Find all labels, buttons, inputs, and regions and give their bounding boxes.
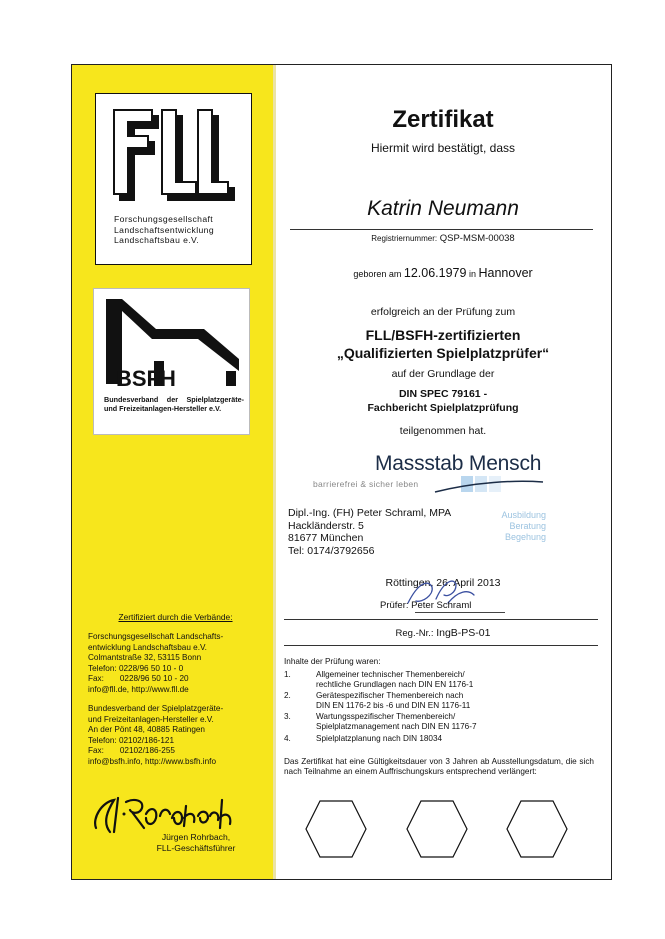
list-item: [284, 734, 477, 744]
provider-tagline: barrierefrei & sicher leben: [313, 479, 419, 489]
contents-heading: Inhalte der Prüfung waren:: [284, 657, 381, 666]
birth-line: [276, 266, 610, 280]
validity-text: Das Zertifikat hat eine Gültigkeitsdauer von 3 Jahren ab Ausstellungsdatum, die sich nach Teilnahme an einem Auffrischungskurs entsprechend verlängert:: [284, 757, 594, 777]
renewal-stamp-slot-3: [505, 797, 569, 861]
provider-address: Dipl.-Ing. (FH) Peter Schraml, MPA Hackländerstr. 5 81677 München Tel: 0174/3792656: [288, 507, 452, 557]
examiner-line: [380, 600, 471, 611]
birth-date: 12.06.1979: [403, 266, 467, 280]
list-item-number: 4.: [284, 733, 291, 743]
bsfh-contact-block: Bundesverband der Spielplatzgeräte- und Freizeitanlagen-Hersteller e.V. An der Pönt 48, 40885 Ratingen Telefon: 02102/186-121 Fax: 02102/186-255 info@bsfh.info, http://www.bsfh.info: [88, 704, 224, 766]
logo-swoosh: [365, 474, 545, 504]
bsfh-logo: [93, 288, 250, 435]
birth-place: Hannover: [478, 266, 533, 280]
list-item-text: Gerätespezifischer Themenbereich nach DIN EN 1176-2 bis -6 und DIN EN 1176-11: [316, 691, 471, 710]
basis-line: auf der Grundlage der: [391, 368, 495, 380]
bsfh-logo-text: BSFH: [116, 366, 176, 391]
bsfh-logo-graphic: [94, 289, 249, 394]
exam-intro: erfolgreich an der Prüfung zum: [370, 306, 516, 318]
registration-number: QSP-MSM-00038: [439, 233, 515, 244]
list-item-number: 1.: [284, 670, 291, 679]
certificate-subtitle: Hiermit wird bestätigt, dass: [370, 141, 516, 155]
fll-logo-letters: [110, 108, 236, 208]
signatory-name: Jürgen Rohrbach,: [161, 832, 231, 842]
signatory-role: FLL-Geschäftsführer: [156, 842, 236, 853]
fll-logo: [95, 93, 252, 265]
renewal-stamp-slot-1: [304, 797, 368, 861]
list-item-text: Spielplatzplanung nach DIN 18034: [316, 733, 443, 743]
list-item-text: Allgemeiner technischer Themenbereich/ rechtliche Grundlagen nach DIN EN 1176-1: [316, 670, 474, 689]
born-in-label: in: [468, 269, 476, 279]
service-1: Ausbildung: [501, 510, 546, 520]
born-label: geboren am: [353, 269, 402, 279]
list-item: [284, 691, 477, 710]
standard-line-2: Fachbericht Spielplatzprüfung: [367, 402, 519, 414]
service-3: Begehung: [504, 532, 546, 542]
participated-line: teilgenommen hat.: [399, 425, 487, 437]
certificate-title: Zertifikat: [392, 106, 494, 133]
fll-contact-block: Forschungsgesellschaft Landschafts- entwicklung Landschaftsbau e.V. Colmantstraße 32, 53115 Bonn Telefon: 0228/96 50 10 - 0 Fax: 0228/96 50 10 - 20 info@fll.de, http://www.fll.de: [88, 632, 224, 694]
bsfh-description: Bundesverband der Spielplatzgeräte- und Freizeitanlagen-Hersteller e.V.: [104, 395, 244, 413]
place-date: Röttingen, 26. April 2013: [385, 577, 501, 589]
list-item-number: 3.: [284, 712, 291, 722]
list-item: [284, 670, 477, 689]
examiner-label: Prüfer:: [380, 600, 409, 611]
examiner-name: Peter Schraml: [411, 600, 472, 611]
registration-line: [276, 233, 610, 244]
ref-label: Reg.-Nr.:: [395, 628, 434, 639]
list-item-text: Wartungsspezifischer Themenbereich/ Spielplatzmanagement nach DIN EN 1176-7: [316, 712, 477, 731]
ref-number: IngB-PS-01: [436, 627, 491, 639]
registration-label: Registriernummer:: [371, 234, 438, 243]
rohrbach-signature: [88, 788, 268, 838]
provider-brand: Massstab Mensch: [375, 452, 542, 475]
ref-line: [276, 627, 610, 639]
list-item: [284, 712, 477, 731]
certified-by-heading: Zertifiziert durch die Verbände:: [118, 612, 233, 622]
qualification-line-2: „Qualifizierten Spielplatzprüfer“: [336, 345, 550, 361]
massstab-mensch-logo: [313, 452, 542, 489]
provider-services: [486, 510, 546, 543]
sidebar-shadow: [273, 65, 276, 879]
list-item-number: 2.: [284, 691, 291, 701]
standard-line-1: DIN SPEC 79161 -: [398, 388, 488, 400]
divider-bottom: [284, 645, 598, 646]
service-2: Beratung: [509, 521, 546, 531]
contents-list: [284, 670, 477, 745]
renewal-stamp-slot-2: [405, 797, 469, 861]
name-underline: [290, 229, 593, 230]
holder-name: Katrin Neumann: [367, 197, 519, 220]
fll-org-line-1: Forschungsgesellschaft: [114, 214, 214, 224]
divider-top: [284, 619, 598, 620]
fll-org-line-2: Landschaftsentwicklung: [114, 224, 215, 235]
fll-org-line-3: Landschaftsbau e.V.: [114, 235, 200, 245]
qualification-line-1: FLL/BSFH-zertifizierten: [365, 327, 521, 343]
examiner-underline: [415, 612, 505, 613]
